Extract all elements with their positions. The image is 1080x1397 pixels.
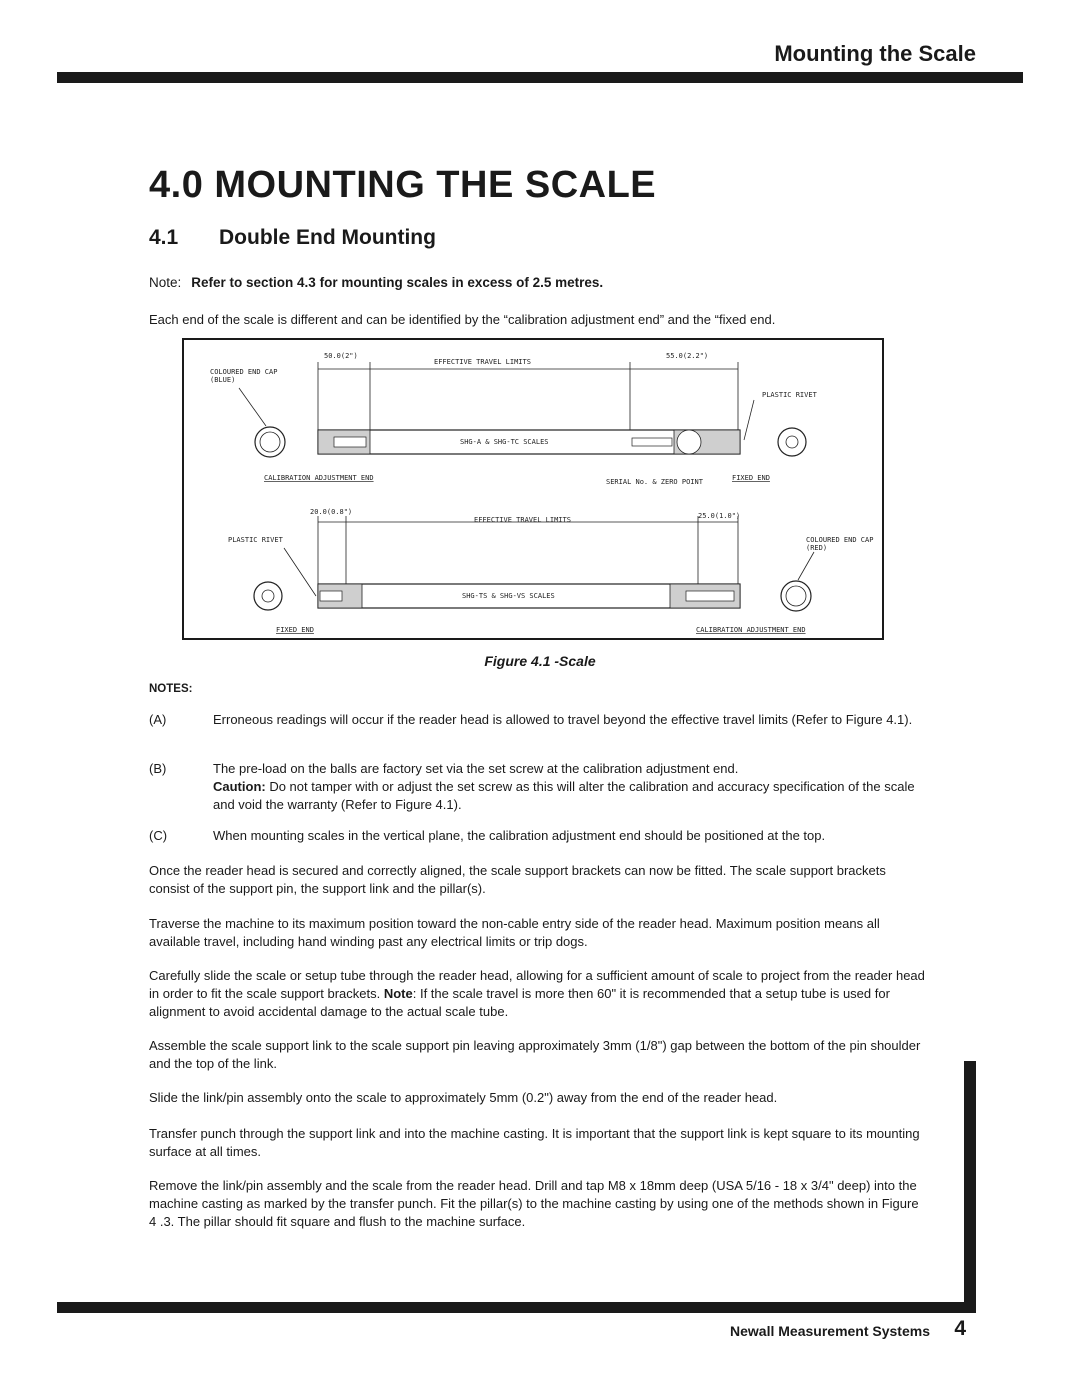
note-line [149,275,603,290]
paragraph-brackets: Once the reader head is secured and correctly aligned, the scale support brackets can now be fitted. The scale support brackets consist of the support pin, the support link and the pillar(s). [149,863,886,896]
top-right-end-label: FIXED END [732,474,770,482]
paragraph-assemble: Assemble the scale support link to the scale support pin leaving approximately 3mm (1/8") gap between the bottom of the pin shoulder and the top of the link. [149,1038,921,1071]
paragraph-transfer-punch: Transfer punch through the support link and into the machine casting. It is important that the support link is kept square to its mounting surface at all times. [149,1126,920,1159]
top-serial-label: SERIAL No. & ZERO POINT [606,478,703,486]
section-title: Double End Mounting [219,226,436,249]
bottom-left-end-label: FIXED END [276,626,314,634]
bottom-tube-label: SHG-TS & SHG-VS SCALES [462,592,555,600]
section-number: 4.1 [149,226,179,249]
bottom-right-end-label: CALIBRATION ADJUSTMENT END [696,626,806,634]
slide-note-label: Note [383,986,413,1001]
scale-figure [182,338,884,640]
paragraph-drill-tap: Remove the link/pin assembly and the scale from the reader head. Drill and tap M8 x 18mm deep (USA 5/16 - 18 x 3/4" deep) into the machine casting as marked by the transfer punch. Fit the pillar(s) to the machine casting by using one of the methods shown in Figure 4 .3. The pillar should fit square and flush to the machine surface. [149,1178,919,1229]
notes-heading: NOTES: [149,683,193,695]
bottom-travel-label: EFFECTIVE TRAVEL LIMITS [474,516,571,524]
top-dim-left: 50.0(2") [324,352,358,360]
caution-text: Do not tamper with or adjust the set screw as this will alter the calibration and accuracy specification of the scale and void the warranty (Refer to Figure 4.1). [213,779,915,812]
slide-text-before: Carefully slide the scale or setup tube through the reader head, allowing for a sufficient amount of scale to project from the reader head in order to fit the scale support brackets. [149,968,925,1001]
top-travel-label: EFFECTIVE TRAVEL LIMITS [434,358,531,366]
bottom-rule [57,1302,976,1313]
intro-paragraph: Each end of the scale is different and can be identified by the “calibration adjustment end” and the “fixed end. [149,312,776,327]
top-tube-label: SHG-A & SHG-TC SCALES [460,438,549,446]
top-left-end-label: CALIBRATION ADJUSTMENT END [264,474,374,482]
caution-label: Caution: [213,779,266,794]
top-rule [57,72,1023,83]
slide-text-after: : If the scale travel is more then 60" it is recommended that a setup tube is used for alignment to avoid accidental damage to the actual scale tube. [149,986,890,1019]
note-text: When mounting scales in the vertical plane, the calibration adjustment end should be positioned at the top. [213,828,826,843]
note-text: The pre-load on the balls are factory set via the set screw at the calibration adjustment end. [213,761,739,776]
note-item-c [149,827,929,845]
paragraph-traverse: Traverse the machine to its maximum position toward the non-cable entry side of the reader head. Maximum position means all available travel, including hand winding past any electrical limits or trip dogs. [149,916,880,949]
scale-drawing [184,340,882,638]
bottom-dim-left: 20.0(0.8") [310,508,353,516]
bottom-cap-label-2: (RED) [806,544,828,552]
figure-caption: Figure 4.1 -Scale [484,653,596,669]
note-text: Refer to section 4.3 for mounting scales in excess of 2.5 metres. [191,275,604,290]
chapter-heading: 4.0 MOUNTING THE SCALE [149,164,657,206]
section-heading [149,226,436,250]
top-dim-right: 55.0(2.2") [666,352,709,360]
footer-company: Newall Measurement Systems [730,1323,930,1339]
note-letter: (C) [149,828,168,843]
bottom-cap-label-1: COLOURED END CAP [806,536,874,544]
note-text: Erroneous readings will occur if the reader head is allowed to travel beyond the effective travel limits (Refer to Figure 4.1). [213,712,913,727]
note-letter: (B) [149,761,167,776]
top-cap-label-2: (BLUE) [210,376,236,384]
note-item-b [149,760,929,814]
top-rivet-label: PLASTIC RIVET [762,391,817,399]
page-number: 4 [954,1317,966,1340]
paragraph-slide [149,967,929,1021]
paragraph-link-pin: Slide the link/pin assembly onto the scale to approximately 5mm (0.2") away from the end of the reader head. [149,1090,778,1105]
note-label: Note: [149,275,182,290]
running-header: Mounting the Scale [774,41,976,66]
side-bar [964,1061,976,1308]
top-cap-label-1: COLOURED END CAP [210,368,278,376]
bottom-rivet-label: PLASTIC RIVET [228,536,283,544]
bottom-dim-right: 25.0(1.0") [698,512,741,520]
note-letter: (A) [149,712,167,727]
note-item-a [149,711,929,729]
note-text-block [213,760,929,814]
